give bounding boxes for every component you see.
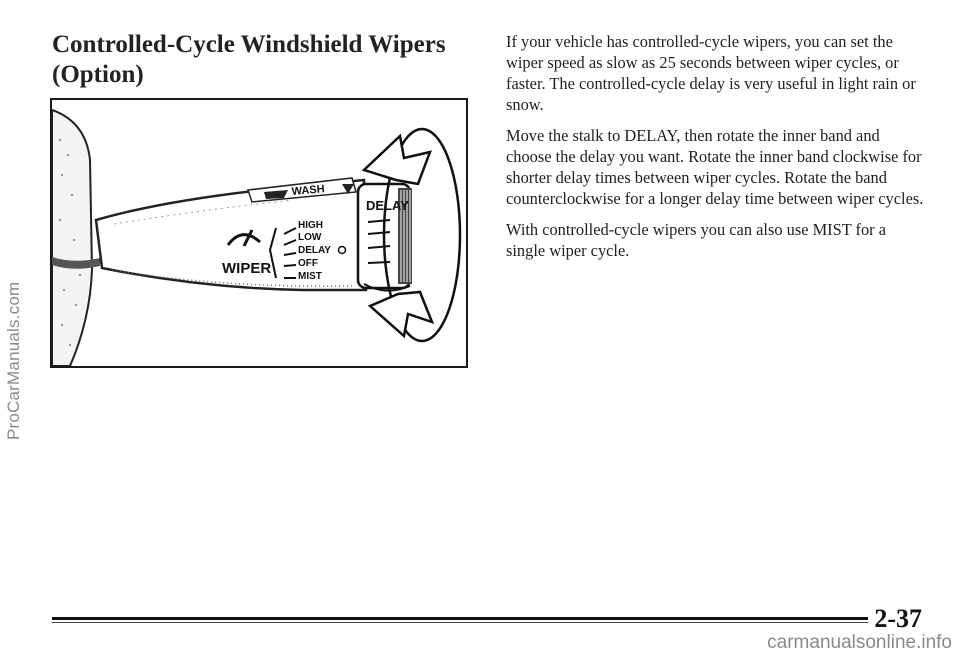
paragraph-delay-range: If your vehicle has controlled-cycle wipers, you can set the wiper speed as slow as 25 seconds between wiper cycles, or faster. The controlled-cycle delay is very useful in light rain or snow. [506,32,916,114]
paragraph-mist: With controlled-cycle wipers you can also use MIST for a single wiper cycle. [506,220,887,260]
section-title-line2: (Option) [52,61,144,88]
wiper-stalk-illustration [50,98,468,368]
band-mark-4 [368,262,390,263]
side-watermark: ProCarManuals.com [4,281,23,440]
low-label: LOW [298,232,322,243]
off-label: OFF [298,258,318,269]
wiper-stalk-drawing [52,100,466,366]
high-label: HIGH [298,220,323,231]
page-number: 2-37 [874,604,922,633]
rotation-arrow-down-icon [370,292,432,336]
column-shroud [52,110,92,366]
body-text [506,31,926,271]
footer-rule-thin [52,622,868,623]
bottom-watermark: carmanualsonline.info [767,632,952,653]
section-title [52,30,452,90]
section-title-line1: Controlled-Cycle Windshield Wipers [52,31,446,58]
band-delay-label: DELAY [366,198,409,213]
wash-label: WASH [291,183,326,198]
wiper-label: WIPER [222,260,272,277]
mist-label: MIST [298,271,322,282]
delay-label: DELAY [298,245,331,256]
paragraph-delay-instructions: Move the stalk to DELAY, then rotate the inner band and choose the delay you want. Rotate the inner band clockwise for shorter delay times between wiper cycles. Rotate the band counterclockwise for a longer delay time between wiper cycles. [506,126,924,208]
footer-rule [52,617,868,620]
off-tick [284,265,296,266]
rotation-arrow-up-icon [364,136,430,184]
